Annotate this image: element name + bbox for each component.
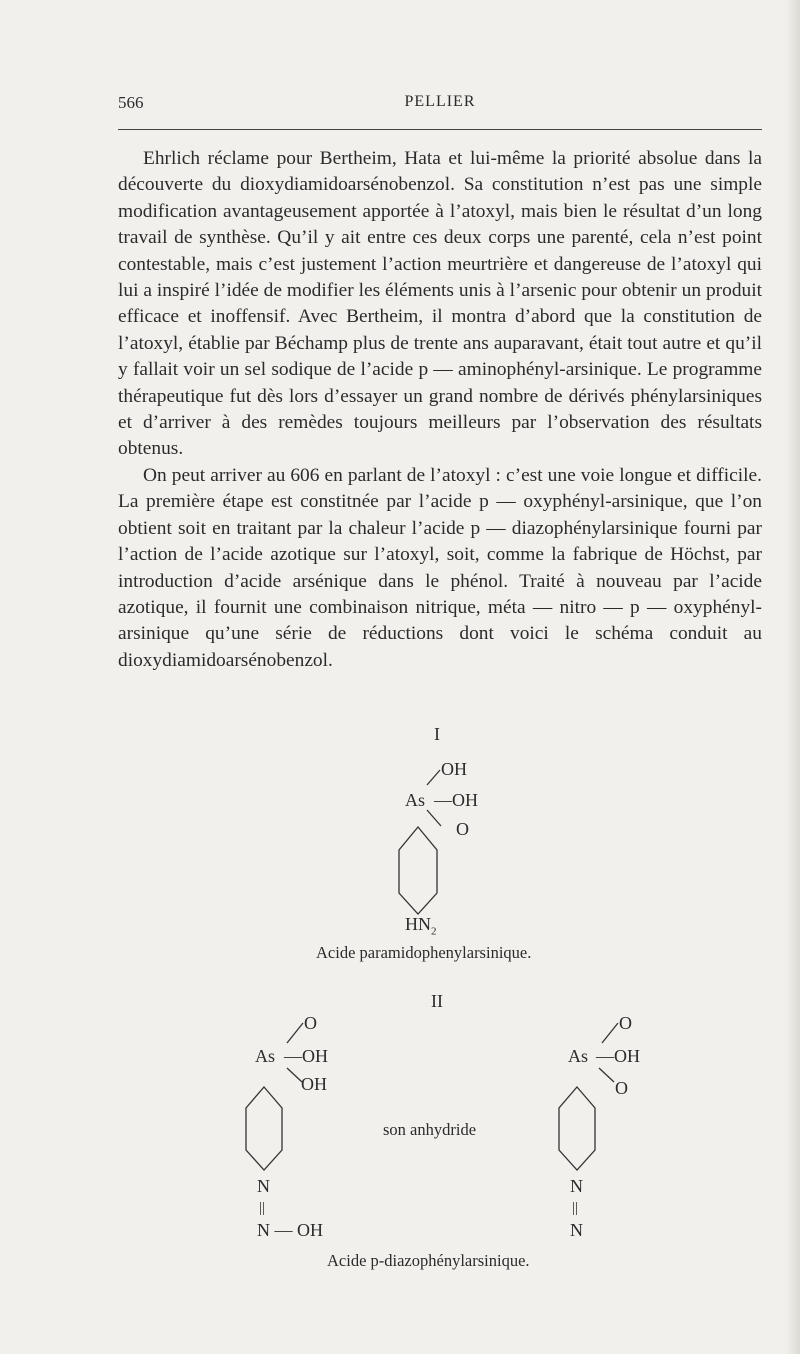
formula-2-caption: Acide p-diazophénylarsinique. — [327, 1251, 530, 1270]
formula-1-as: As — [405, 790, 426, 810]
left-bond-down — [287, 1068, 302, 1082]
page-number: 566 — [118, 93, 144, 112]
formula-2-right-bottom-group: O — [615, 1078, 628, 1098]
formula-1-top-group: OH — [441, 759, 467, 779]
formula-1-middle-group: —OH — [434, 790, 478, 810]
formula-1-caption: Acide paramidophenylarsinique. — [316, 943, 532, 962]
left-bond-up — [287, 1023, 303, 1043]
right-bond-down — [599, 1068, 614, 1082]
amine-main: HN — [405, 914, 431, 934]
paragraph-2: On peut arriver au 606 en parlant de l’atoxyl : c’est une voie longue et difficile. La première étape est constitnée par l’acide p — oxyphényl-arsinique, que l’on obtient soit en traitant par la chaleur l’acide p — diazophénylarsinique fourni par l’action de l’acide azotique sur l’atoxyl, soit, comme la fabrique de Höchst, par introduction d’acide arsénique dans le phénol. Traité à nouveau par l’acide azotique, il fournit une combinaison nitrique, méta — nitro — p — oxyphényl-arsinique qu’une série de réductions dont voici le schéma conduit au dioxydiamidoarsénobenzol. — [118, 464, 762, 671]
amine-sub: 2 — [431, 925, 437, 938]
formula-2-left-double-bond: || — [259, 1200, 266, 1216]
formula-2-numeral: II — [431, 991, 443, 1011]
formula-1-bottom-group: O — [456, 819, 469, 839]
formula-2-left-top-group: O — [304, 1013, 317, 1033]
formula-2-left-as: As — [255, 1046, 276, 1066]
left-benzene-ring — [246, 1087, 282, 1170]
formula-2-left-n2: N — OH — [257, 1220, 323, 1240]
formula-2-right-n2: N — [570, 1220, 583, 1240]
formula-2-left-middle-group: —OH — [284, 1046, 328, 1066]
running-head: PELLIER — [404, 93, 476, 110]
formula-2-right-double-bond: || — [572, 1200, 579, 1216]
formula-1-numeral: I — [434, 724, 440, 744]
formula-2-left-bottom-group: OH — [301, 1074, 327, 1094]
formula-2-right-middle-group: —OH — [596, 1046, 640, 1066]
right-benzene-ring — [559, 1087, 595, 1170]
formula-2-middle-text: son anhydride — [383, 1120, 477, 1139]
formula-2-right-n1: N — [570, 1176, 583, 1196]
paragraph-1: Ehrlich réclame pour Bertheim, Hata et lui-même la priorité absolue dans la découverte du dioxydiamidoarsénobenzol. Sa constitution n’est pas une simple modification avantageusement apportée à l’atoxyl, mais bien le résultat d’un long travail de synthèse. Qu’il y ait entre ces deux corps une parenté, cela n’est point contestable, mais c’est justement l’action meurtrière et dangereuse de l’atoxyl qui lui a inspiré l’idée de modifier les éléments unis à l’arsenic pour obtenir un produit efficace et inoffensif. Avec Bertheim, il montra d’abord que la constitution de l’atoxyl, établie par Béchamp plus de trente ans auparavant, était tout autre et qu’il y fallait voir un sel sodique de l’acide p — aminophényl-arsinique. Le programme thérapeutique fut dès lors d’essayer un grand nombre de dérivés phénylarsiniques et d’arriver à des remèdes toujours meilleurs par l’observation des résultats obtenus. — [118, 148, 762, 460]
formula-2-right-top-group: O — [619, 1013, 632, 1033]
formula-2-left-n1: N — [257, 1176, 270, 1196]
right-bond-up — [602, 1023, 618, 1043]
formula-2-right-as: As — [568, 1046, 589, 1066]
